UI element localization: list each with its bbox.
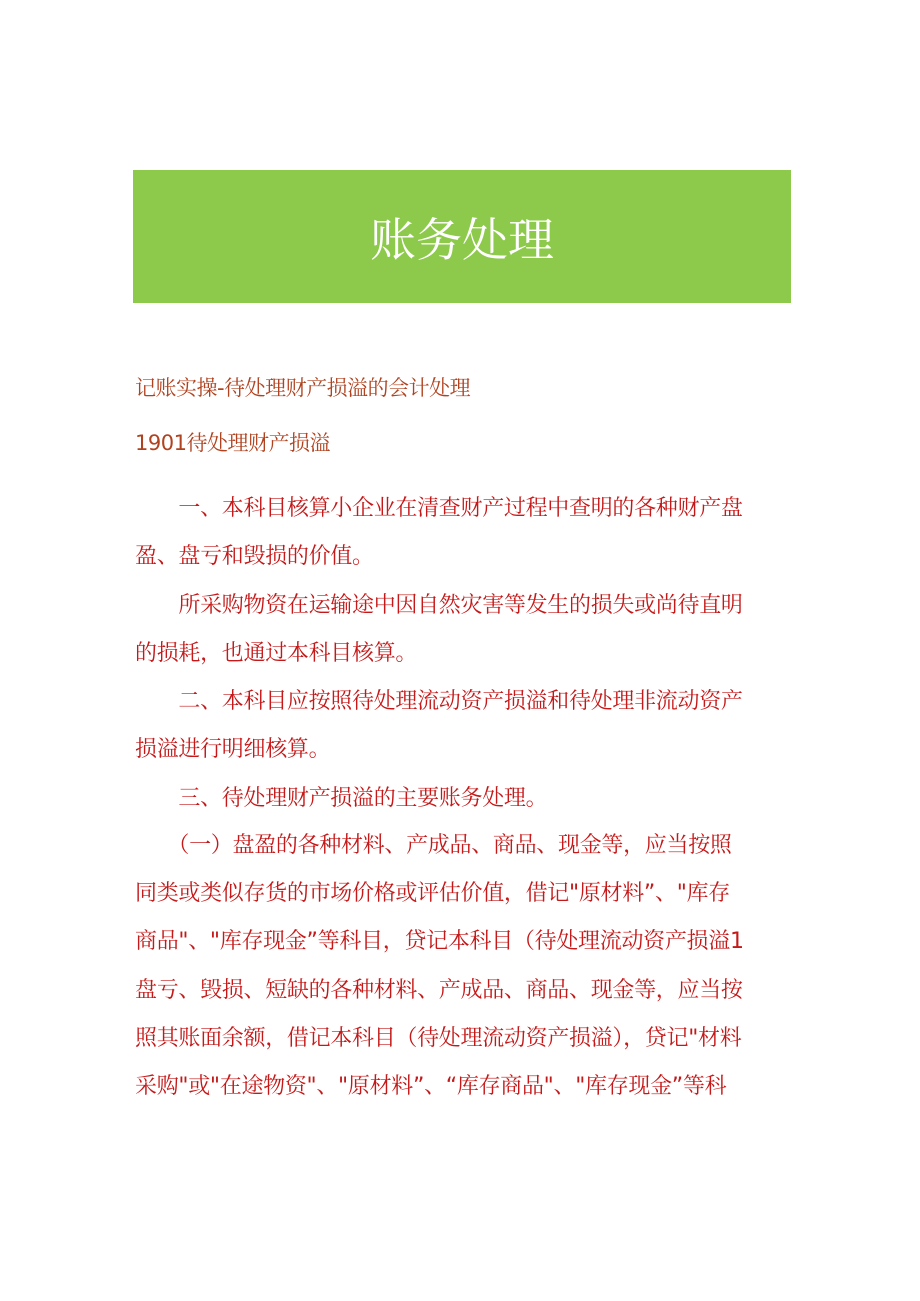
body-line: 二、本科目应按照待处理流动资产损溢和待处理非流动资产 bbox=[135, 689, 743, 714]
body-line: 同类或类似存货的市场价格或评估价值，借记"原材料”、"库存 bbox=[135, 881, 730, 906]
title-banner bbox=[133, 170, 791, 303]
body-line: 的损耗，也通过本科目核算。 bbox=[135, 641, 418, 666]
body-line: 所采购物资在运输途中因自然灾害等发生的损失或尚待直明 bbox=[135, 593, 743, 618]
body-line: 盘亏、毁损、短缺的各种材料、产成品、商品、现金等，应当按 bbox=[135, 978, 743, 1003]
body-line: 照其账面余额，借记本科目（待处理流动资产损溢），贷记"材料 bbox=[135, 1026, 742, 1051]
body-line: （一）盘盈的各种材料、产成品、商品、现金等，应当按照 bbox=[135, 833, 732, 858]
body-line: 一、本科目核算小企业在清查财产过程中查明的各种财产盘 bbox=[135, 496, 743, 521]
account-heading: 1901待处理财产损溢 bbox=[135, 431, 330, 455]
body-line: 损溢进行明细核算。 bbox=[135, 737, 331, 762]
section-heading: 记账实操-待处理财产损溢的会计处理 bbox=[135, 376, 471, 400]
body-line: 采购"或"在途物资"、"原材料”、“库存商品"、"库存现金”等科 bbox=[135, 1074, 727, 1099]
page-title: 账务处理 bbox=[370, 212, 554, 267]
body-line: 盈、盘亏和毁损的价值。 bbox=[135, 544, 374, 569]
body-line: 三、待处理财产损溢的主要账务处理。 bbox=[135, 786, 548, 811]
body-line: 商品"、"库存现金”等科目，贷记本科目（待处理流动资产损溢1 bbox=[135, 929, 744, 954]
